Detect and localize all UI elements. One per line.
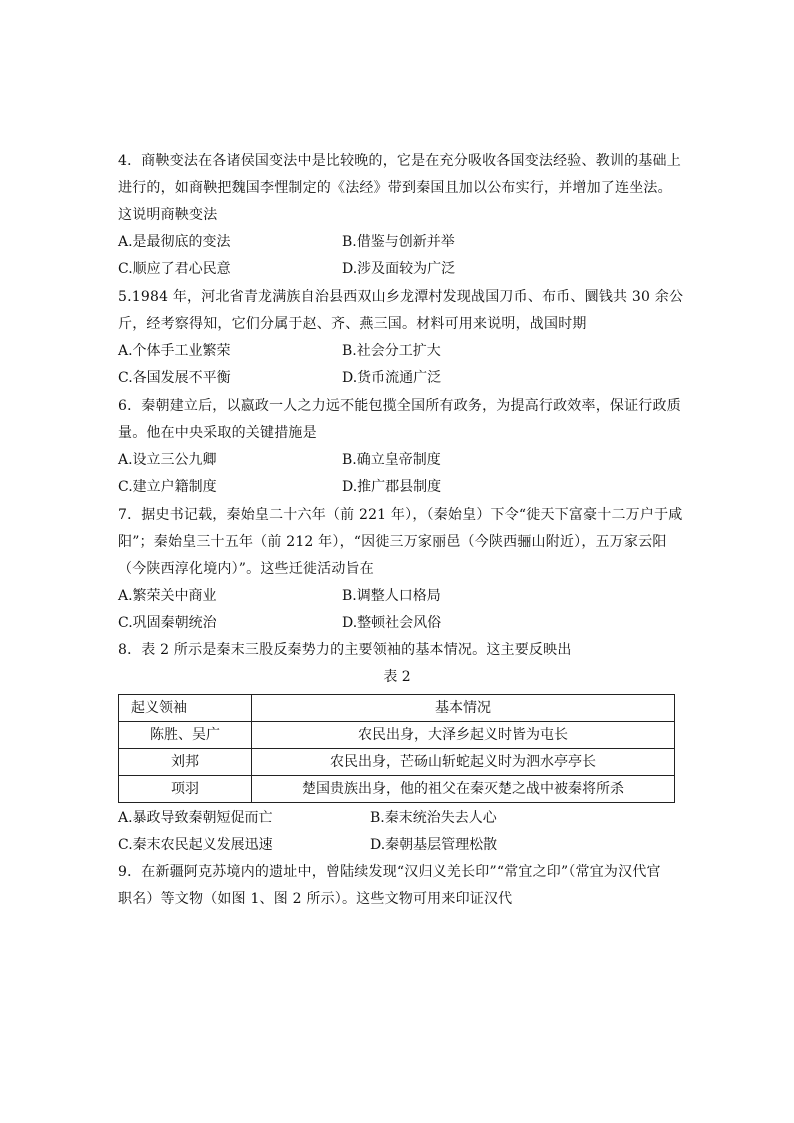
q9-line-1: 9．在新疆阿克苏境内的遗址中，曾陆续发现“汉归义羌长印”“常宜之印”（常宜为汉代官	[118, 864, 661, 880]
q7-option-a: A.繁荣关中商业	[118, 588, 217, 604]
q5-option-d: D.货币流通广泛	[342, 370, 442, 386]
table-cell-info: 楚国贵族出身，他的祖父在秦灭楚之战中被秦将所杀	[252, 776, 675, 803]
q4-option-b: B.借鉴与创新并举	[342, 234, 455, 250]
q6-option-b: B.确立皇帝制度	[342, 452, 441, 468]
table-cell-leader: 项羽	[119, 776, 252, 803]
q7-line-2: 阳”；秦始皇三十五年（前 212 年），“因徙三万家丽邑（今陕西骊山附近），五万家云阳	[118, 534, 667, 550]
table-header-leader: 起义领袖	[119, 695, 252, 722]
q4-line-1: 4．商鞅变法在各诸侯国变法中是比较晚的，它是在充分吸收各国变法经验、教训的基础上	[118, 153, 681, 169]
table-row	[119, 722, 675, 749]
q4-option-c: C.顺应了君心民意	[118, 261, 231, 277]
q8-line-1: 8．表 2 所示是秦末三股反秦势力的主要领袖的基本情况。这主要反映出	[118, 642, 572, 658]
q5-option-c: C.各国发展不平衡	[118, 370, 231, 386]
table-header-row	[119, 695, 675, 722]
table-row	[119, 776, 675, 803]
table-cell-leader: 陈胜、吴广	[119, 722, 252, 749]
q7-line-1: 7．据史书记载，秦始皇二十六年（前 221 年），（秦始皇）下令“徙天下富豪十二万户于咸	[118, 507, 683, 523]
table-caption: 表 2	[383, 669, 411, 685]
q6-option-c: C.建立户籍制度	[118, 479, 217, 495]
q7-line-3: （今陕西淳化境内）”。这些迁徙活动旨在	[118, 561, 374, 577]
q8-option-c: C.秦末农民起义发展迅速	[118, 837, 273, 853]
q4-line-2: 进行的，如商鞅把魏国李悝制定的《法经》带到秦国且加以公布实行，并增加了连坐法。	[118, 180, 672, 196]
q8-option-d: D.秦朝基层管理松散	[370, 837, 498, 853]
q6-option-a: A.设立三公九卿	[118, 452, 217, 468]
q4-option-a: A.是最彻底的变法	[118, 234, 231, 250]
leaders-table	[118, 694, 675, 803]
q5-line-2: 斤，经考察得知，它们分属于赵、齐、燕三国。材料可用来说明，战国时期	[118, 316, 587, 332]
q5-line-1: 5.1984 年，河北省青龙满族自治县西双山乡龙潭村发现战国刀币、布币、圜钱共 30 余公	[118, 289, 684, 305]
table-header-info: 基本情况	[252, 695, 675, 722]
q8-option-b: B.秦末统治失去人心	[370, 810, 497, 826]
q7-option-b: B.调整人口格局	[342, 588, 441, 604]
table-cell-leader: 刘邦	[119, 749, 252, 776]
table-cell-info: 农民出身，芒砀山斩蛇起义时为泗水亭亭长	[252, 749, 675, 776]
table-row	[119, 749, 675, 776]
q6-line-1: 6．秦朝建立后，以嬴政一人之力远不能包揽全国所有政务，为提高行政效率，保证行政质	[118, 398, 681, 414]
q7-option-c: C.巩固秦朝统治	[118, 615, 217, 631]
q5-option-a: A.个体手工业繁荣	[118, 343, 231, 359]
q5-option-b: B.社会分工扩大	[342, 343, 441, 359]
table-cell-info: 农民出身，大泽乡起义时皆为屯长	[252, 722, 675, 749]
q7-option-d: D.整顿社会风俗	[342, 615, 442, 631]
q4-option-d: D.涉及面较为广泛	[342, 261, 456, 277]
q6-option-d: D.推广郡县制度	[342, 479, 442, 495]
q6-line-2: 量。他在中央采取的关键措施是	[118, 425, 317, 441]
q8-option-a: A.暴政导致秦朝短促而亡	[118, 810, 273, 826]
q9-line-2: 职名）等文物（如图 1、图 2 所示）。这些文物可用来印证汉代	[118, 891, 513, 907]
q4-line-3: 这说明商鞅变法	[118, 207, 218, 223]
